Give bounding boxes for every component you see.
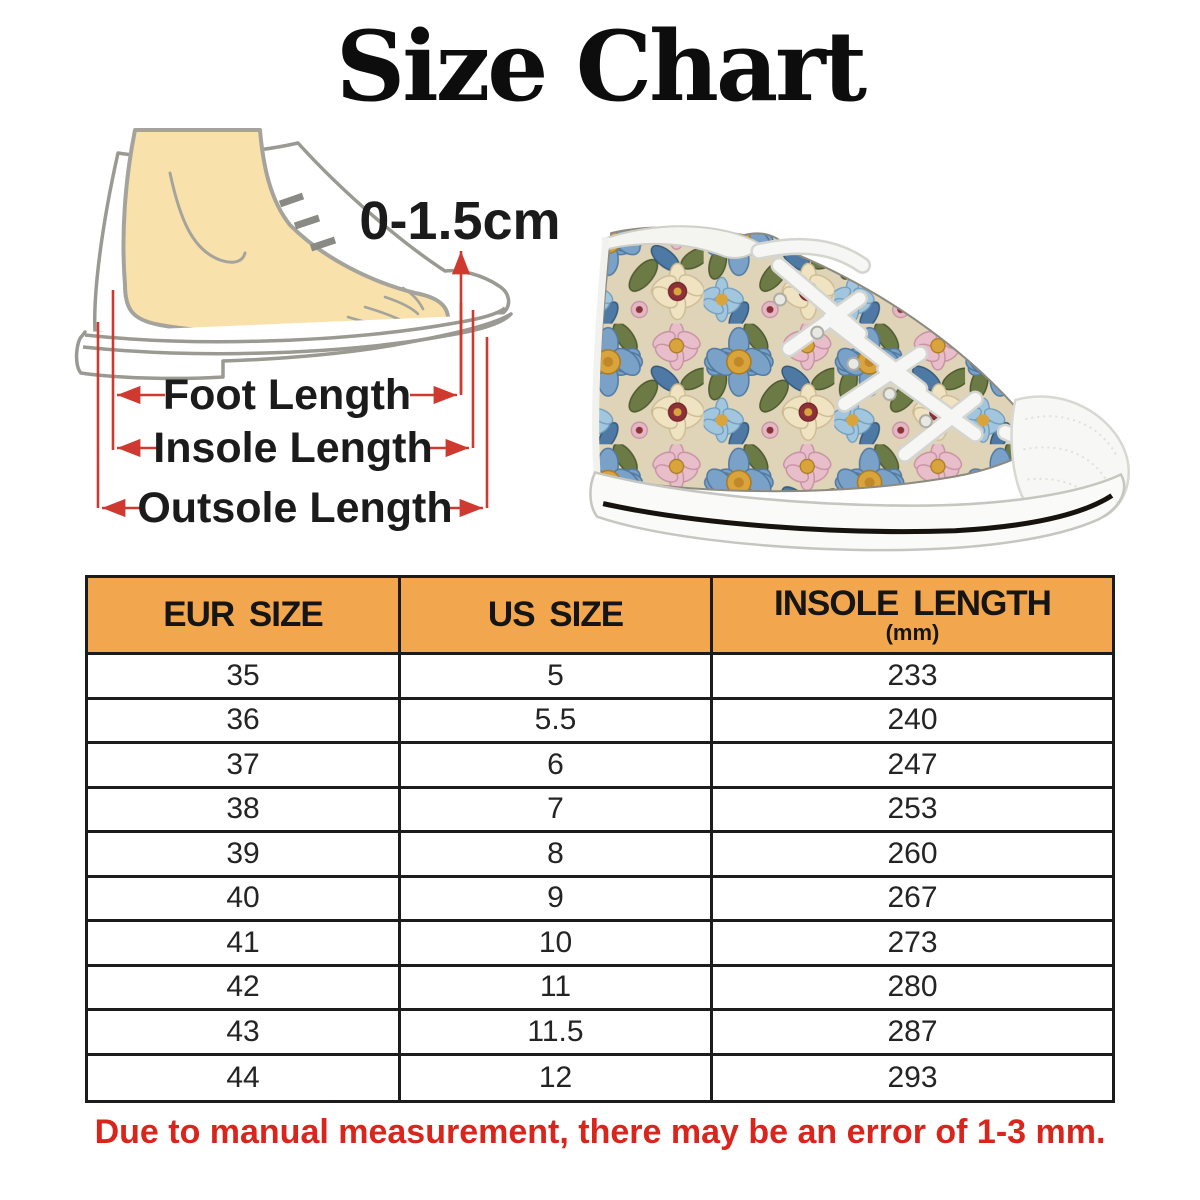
table-cell: 38	[88, 789, 401, 831]
table-cell: 5	[401, 655, 713, 697]
table-row	[88, 833, 1112, 878]
table-cell: 40	[88, 878, 401, 920]
header-us-size: US SIZE	[401, 578, 713, 652]
table-row	[88, 655, 1112, 700]
header-eur-size: EUR SIZE	[88, 578, 401, 652]
size-table-header	[88, 578, 1112, 655]
table-cell: 9	[401, 878, 713, 920]
table-cell: 44	[88, 1056, 401, 1101]
size-table	[85, 575, 1115, 1103]
table-cell: 5.5	[401, 700, 713, 742]
table-cell: 11.5	[401, 1011, 713, 1053]
table-cell: 247	[887, 747, 938, 781]
measurement-error-note: Due to manual measurement, there may be an error of 1-3 mm.	[94, 1113, 1106, 1151]
outsole-length-label: Outsole Length	[137, 484, 453, 532]
table-cell: 287	[887, 1014, 938, 1048]
table-cell: 280	[887, 970, 938, 1004]
table-cell: 240	[887, 703, 938, 737]
table-row	[88, 789, 1112, 834]
table-cell: 43	[88, 1011, 401, 1053]
page-title: Size Chart	[335, 10, 865, 123]
table-cell: 6	[401, 744, 713, 786]
table-cell: 293	[887, 1060, 938, 1094]
header-insole-unit: (mm)	[885, 619, 940, 645]
table-row	[88, 700, 1112, 745]
table-cell: 41	[88, 922, 401, 964]
foot-measurement-diagram	[55, 125, 575, 555]
foot-length-label: Foot Length	[162, 371, 412, 419]
header-insole-length: INSOLE LENGTH (mm)	[774, 583, 1051, 645]
table-row	[88, 744, 1112, 789]
table-row	[88, 967, 1112, 1012]
product-image-floral-high-top-sneaker	[572, 203, 1147, 575]
table-cell: 11	[401, 967, 713, 1009]
table-cell: 10	[401, 922, 713, 964]
insole-length-label: Insole Length	[153, 424, 433, 472]
table-cell: 273	[887, 925, 938, 959]
table-cell: 36	[88, 700, 401, 742]
table-cell: 12	[401, 1056, 713, 1101]
gap-label: 0-1.5cm	[359, 191, 561, 251]
table-row	[88, 1011, 1112, 1056]
table-cell: 260	[887, 836, 938, 870]
table-cell: 35	[88, 655, 401, 697]
table-cell: 42	[88, 967, 401, 1009]
table-cell: 233	[887, 658, 938, 692]
table-row	[88, 1056, 1112, 1101]
table-row	[88, 922, 1112, 967]
table-cell: 253	[887, 792, 938, 826]
sneaker-upper	[597, 227, 1045, 491]
table-cell: 8	[401, 833, 713, 875]
table-cell: 7	[401, 789, 713, 831]
size-table-body	[88, 655, 1112, 1100]
table-row	[88, 878, 1112, 923]
table-cell: 267	[887, 881, 938, 915]
table-cell: 39	[88, 833, 401, 875]
table-cell: 37	[88, 744, 401, 786]
